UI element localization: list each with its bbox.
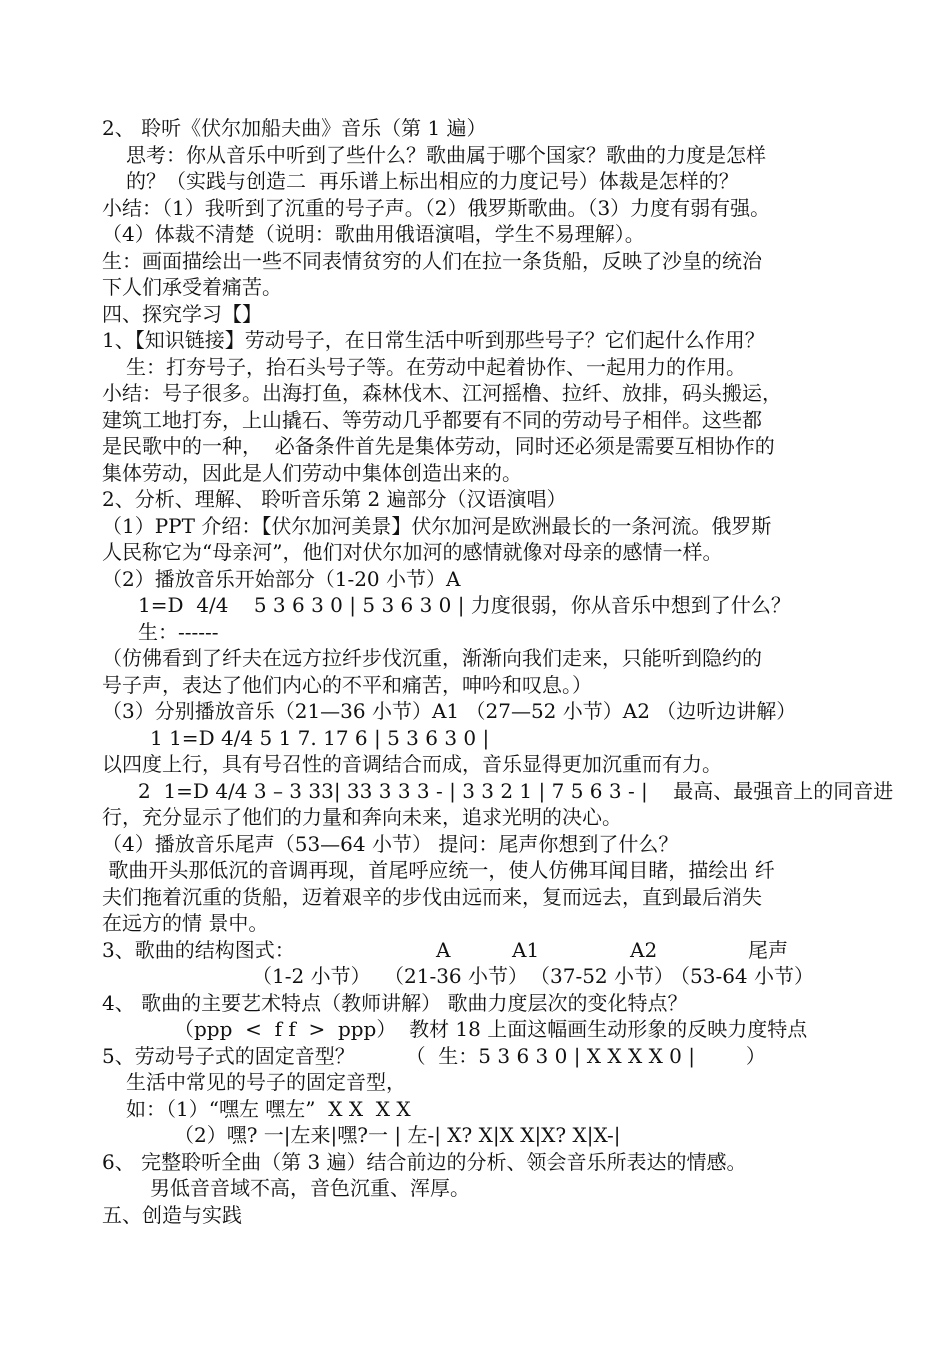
text-line: （4）体裁不清楚（说明：歌曲用俄语演唱，学生不易理解）。	[102, 222, 645, 246]
structure-label-a1: A1	[512, 937, 540, 962]
structure-bars-a1: （21-36 小节）	[384, 964, 529, 988]
document-body	[102, 115, 894, 1228]
notation-line: （2）嘿? 一|左来|嘿?一 | 左-| X? X|X X|X? X|X-|	[174, 1123, 621, 1147]
section-heading: 五、创造与实践	[102, 1202, 242, 1227]
text-line: 生：画面描绘出一些不同表情贫穷的人们在拉一条货船，反映了沙皇的统治	[102, 248, 762, 273]
text-line: 6、 完整聆听全曲（第 3 遍）结合前边的分析、领会音乐所表达的情感。	[102, 1149, 747, 1174]
structure-bars-row	[102, 963, 872, 990]
notation-line: 1=D 4/4 5 3 6 3 0 | 5 3 6 3 0 | 力度很弱，你从音乐中想到了什么？	[138, 593, 791, 617]
text-line: 3、歌曲的结构图式：	[102, 937, 295, 962]
notation-line: 1 1=D 4/4 5 1 7. 17 6 | 5 3 6 3 0 |	[150, 725, 490, 750]
text-line: 男低音音域不高，音色沉重、浑厚。	[150, 1176, 470, 1200]
text-line: （仿佛看到了纤夫在远方拉纤步伐沉重，渐渐向我们走来，只能听到隐约的	[102, 646, 762, 670]
text-line: 人民称它为“母亲河”，他们对伏尔加河的感情就像对母亲的感情一样。	[102, 540, 723, 564]
text-line: 在远方的情 景中。	[102, 911, 269, 935]
text-line: （ppp < f f > ppp） 教材 18 上面这幅画生动形象的反映力度特点	[174, 1017, 808, 1041]
text-line: 小结：号子很多。出海打鱼，森林伐木、江河摇橹、拉纤、放排，码头搬运，	[102, 381, 782, 405]
text-line: 生：打夯号子，抬石头号子等。在劳动中起着协作、一起用力的作用。	[126, 354, 746, 379]
text-line: 小结：（1）我听到了沉重的号子声。（2）俄罗斯歌曲。（3）力度有弱有强。	[102, 195, 771, 220]
text-line: 下人们承受着痛苦。	[102, 275, 282, 299]
text-line: （1）PPT 介绍：【伏尔加河美景】伏尔加河是欧洲最长的一条河流。俄罗斯	[102, 513, 772, 538]
text-line: 1、【知识链接】劳动号子，在日常生活中听到那些号子？它们起什么作用？	[102, 328, 765, 352]
text-line: 以四度上行，具有号召性的音调结合而成，音乐显得更加沉重而有力。	[102, 752, 722, 776]
structure-labels-row	[102, 937, 872, 964]
text-line: 号子声，表达了他们内心的不平和痛苦，呻吟和叹息。）	[102, 672, 592, 697]
text-line: （2）播放音乐开始部分（1-20 小节）A	[102, 566, 461, 591]
structure-bars-a2: （37-52 小节）	[530, 964, 675, 988]
text-line: 行，充分显示了他们的力量和奔向未来，追求光明的决心。	[102, 805, 622, 829]
text-line: 集体劳动，因此是人们劳动中集体创造出来的。	[102, 460, 522, 485]
notation-line: 2 1=D 4/4 3 – 3 33| 33 3 3 3 - | 3 3 2 1 | 7 5 6 3 - | 最高、最强音上的同音进	[138, 778, 894, 803]
text-line: （4）播放音乐尾声（53—64 小节） 提问：尾声你想到了什么？	[102, 831, 679, 856]
text-line: 生：------	[138, 619, 219, 644]
structure-label-a: A	[436, 937, 451, 962]
text-line: 的？（实践与创造二 再乐谱上标出相应的力度记号）体裁是怎样的？	[126, 169, 739, 193]
text-line: 2、 聆听《伏尔加船夫曲》音乐（第 1 遍）	[102, 116, 487, 140]
text-line: 生活中常见的号子的固定音型，	[126, 1070, 406, 1094]
structure-bars-coda: （53-64 小节）	[670, 964, 815, 988]
text-line: 2、分析、理解、 聆听音乐第 2 遍部分（汉语演唱）	[102, 487, 567, 511]
text-line: 4、 歌曲的主要艺术特点（教师讲解） 歌曲力度层次的变化特点？	[102, 990, 688, 1015]
text-line: 5、劳动号子式的固定音型？ （ 生：5 3 6 3 0 | X X X X 0 | ）	[102, 1043, 766, 1068]
text-line: （3）分别播放音乐（21—36 小节）A1 （27—52 小节）A2 （边听边讲解）	[102, 699, 797, 723]
structure-bars-a: （1-2 小节）	[252, 964, 371, 988]
notation-line: 如：（1）“嘿左 嘿左” X X X X	[126, 1096, 411, 1121]
text-line: 歌曲开头那低沉的音调再现，首尾呼应统一，使人仿佛耳闻目睹，描绘出 纤	[102, 858, 775, 882]
text-line: 建筑工地打夯，上山撬石、等劳动几乎都要有不同的劳动号子相伴。这些都	[102, 407, 762, 432]
section-heading: 四、探究学习【】	[102, 301, 262, 326]
text-line: 夫们拖着沉重的货船，迈着艰辛的步伐由远而来，复而远去，直到最后消失	[102, 884, 762, 909]
text-line: 是民歌中的一种， 必备条件首先是集体劳动，同时还必须是需要互相协作的	[102, 434, 775, 458]
structure-label-coda: 尾声	[748, 937, 788, 962]
text-line: 思考：你从音乐中听到了些什么？歌曲属于哪个国家？歌曲的力度是怎样	[126, 142, 766, 167]
structure-label-a2: A2	[630, 937, 658, 962]
